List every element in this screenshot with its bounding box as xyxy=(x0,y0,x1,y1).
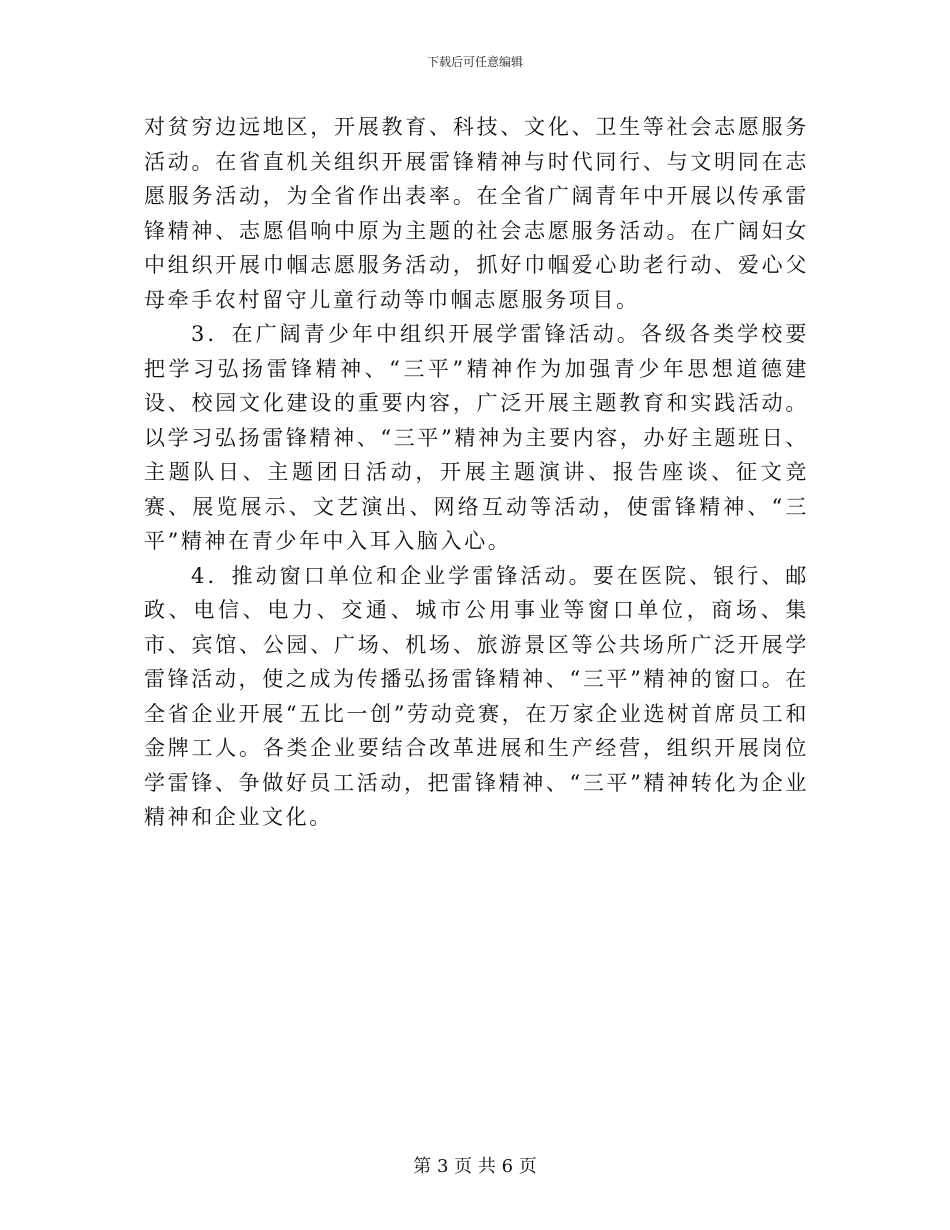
paragraph-item-4: 4．推动窗口单位和企业学雷锋活动。要在医院、银行、邮政、电信、电力、交通、城市公用事业等窗口单位，商场、集市、宾馆、公园、广场、机场、旅游景区等公共场所广泛开展学雷锋活动，使之成为传播弘扬雷锋精神、“三平”精神的窗口。在全省企业开展“五比一创”劳动竞赛，在万家企业选树首席员工和金牌工人。各类企业要结合改革进展和生产经营，组织开展岗位学雷锋、争做好员工活动，把雷锋精神、“三平”精神转化为企业精神和企业文化。 xyxy=(144,563,809,829)
document-body xyxy=(144,110,809,835)
page-number-footer: 第 3 页 共 6 页 xyxy=(413,1156,537,1177)
paragraph-continuation: 对贫穷边远地区，开展教育、科技、文化、卫生等社会志愿服务活动。在省直机关组织开展雷锋精神与时代同行、与文明同在志愿服务活动，为全省作出表率。在全省广阔青年中开展以传承雷锋精神、志愿倡响中原为主题的社会志愿服务活动。在广阔妇女中组织开展巾帼志愿服务活动，抓好巾帼爱心助老行动、爱心父母牵手农村留守儿童行动等巾帼志愿服务项目。 xyxy=(144,115,809,312)
page-header-note: 下载后可任意编辑 xyxy=(426,55,523,69)
paragraph-item-3: 3．在广阔青少年中组织开展学雷锋活动。各级各类学校要把学习弘扬雷锋精神、“三平”精神作为加强青少年思想道德建设、校园文化建设的重要内容，广泛开展主题教育和实践活动。以学习弘扬雷锋精神、“三平”精神为主要内容，办好主题班日、主题队日、主题团日活动，开展主题演讲、报告座谈、征文竞赛、展览展示、文艺演出、网络互动等活动，使雷锋精神、“三平”精神在青少年中入耳入脑入心。 xyxy=(144,322,809,553)
